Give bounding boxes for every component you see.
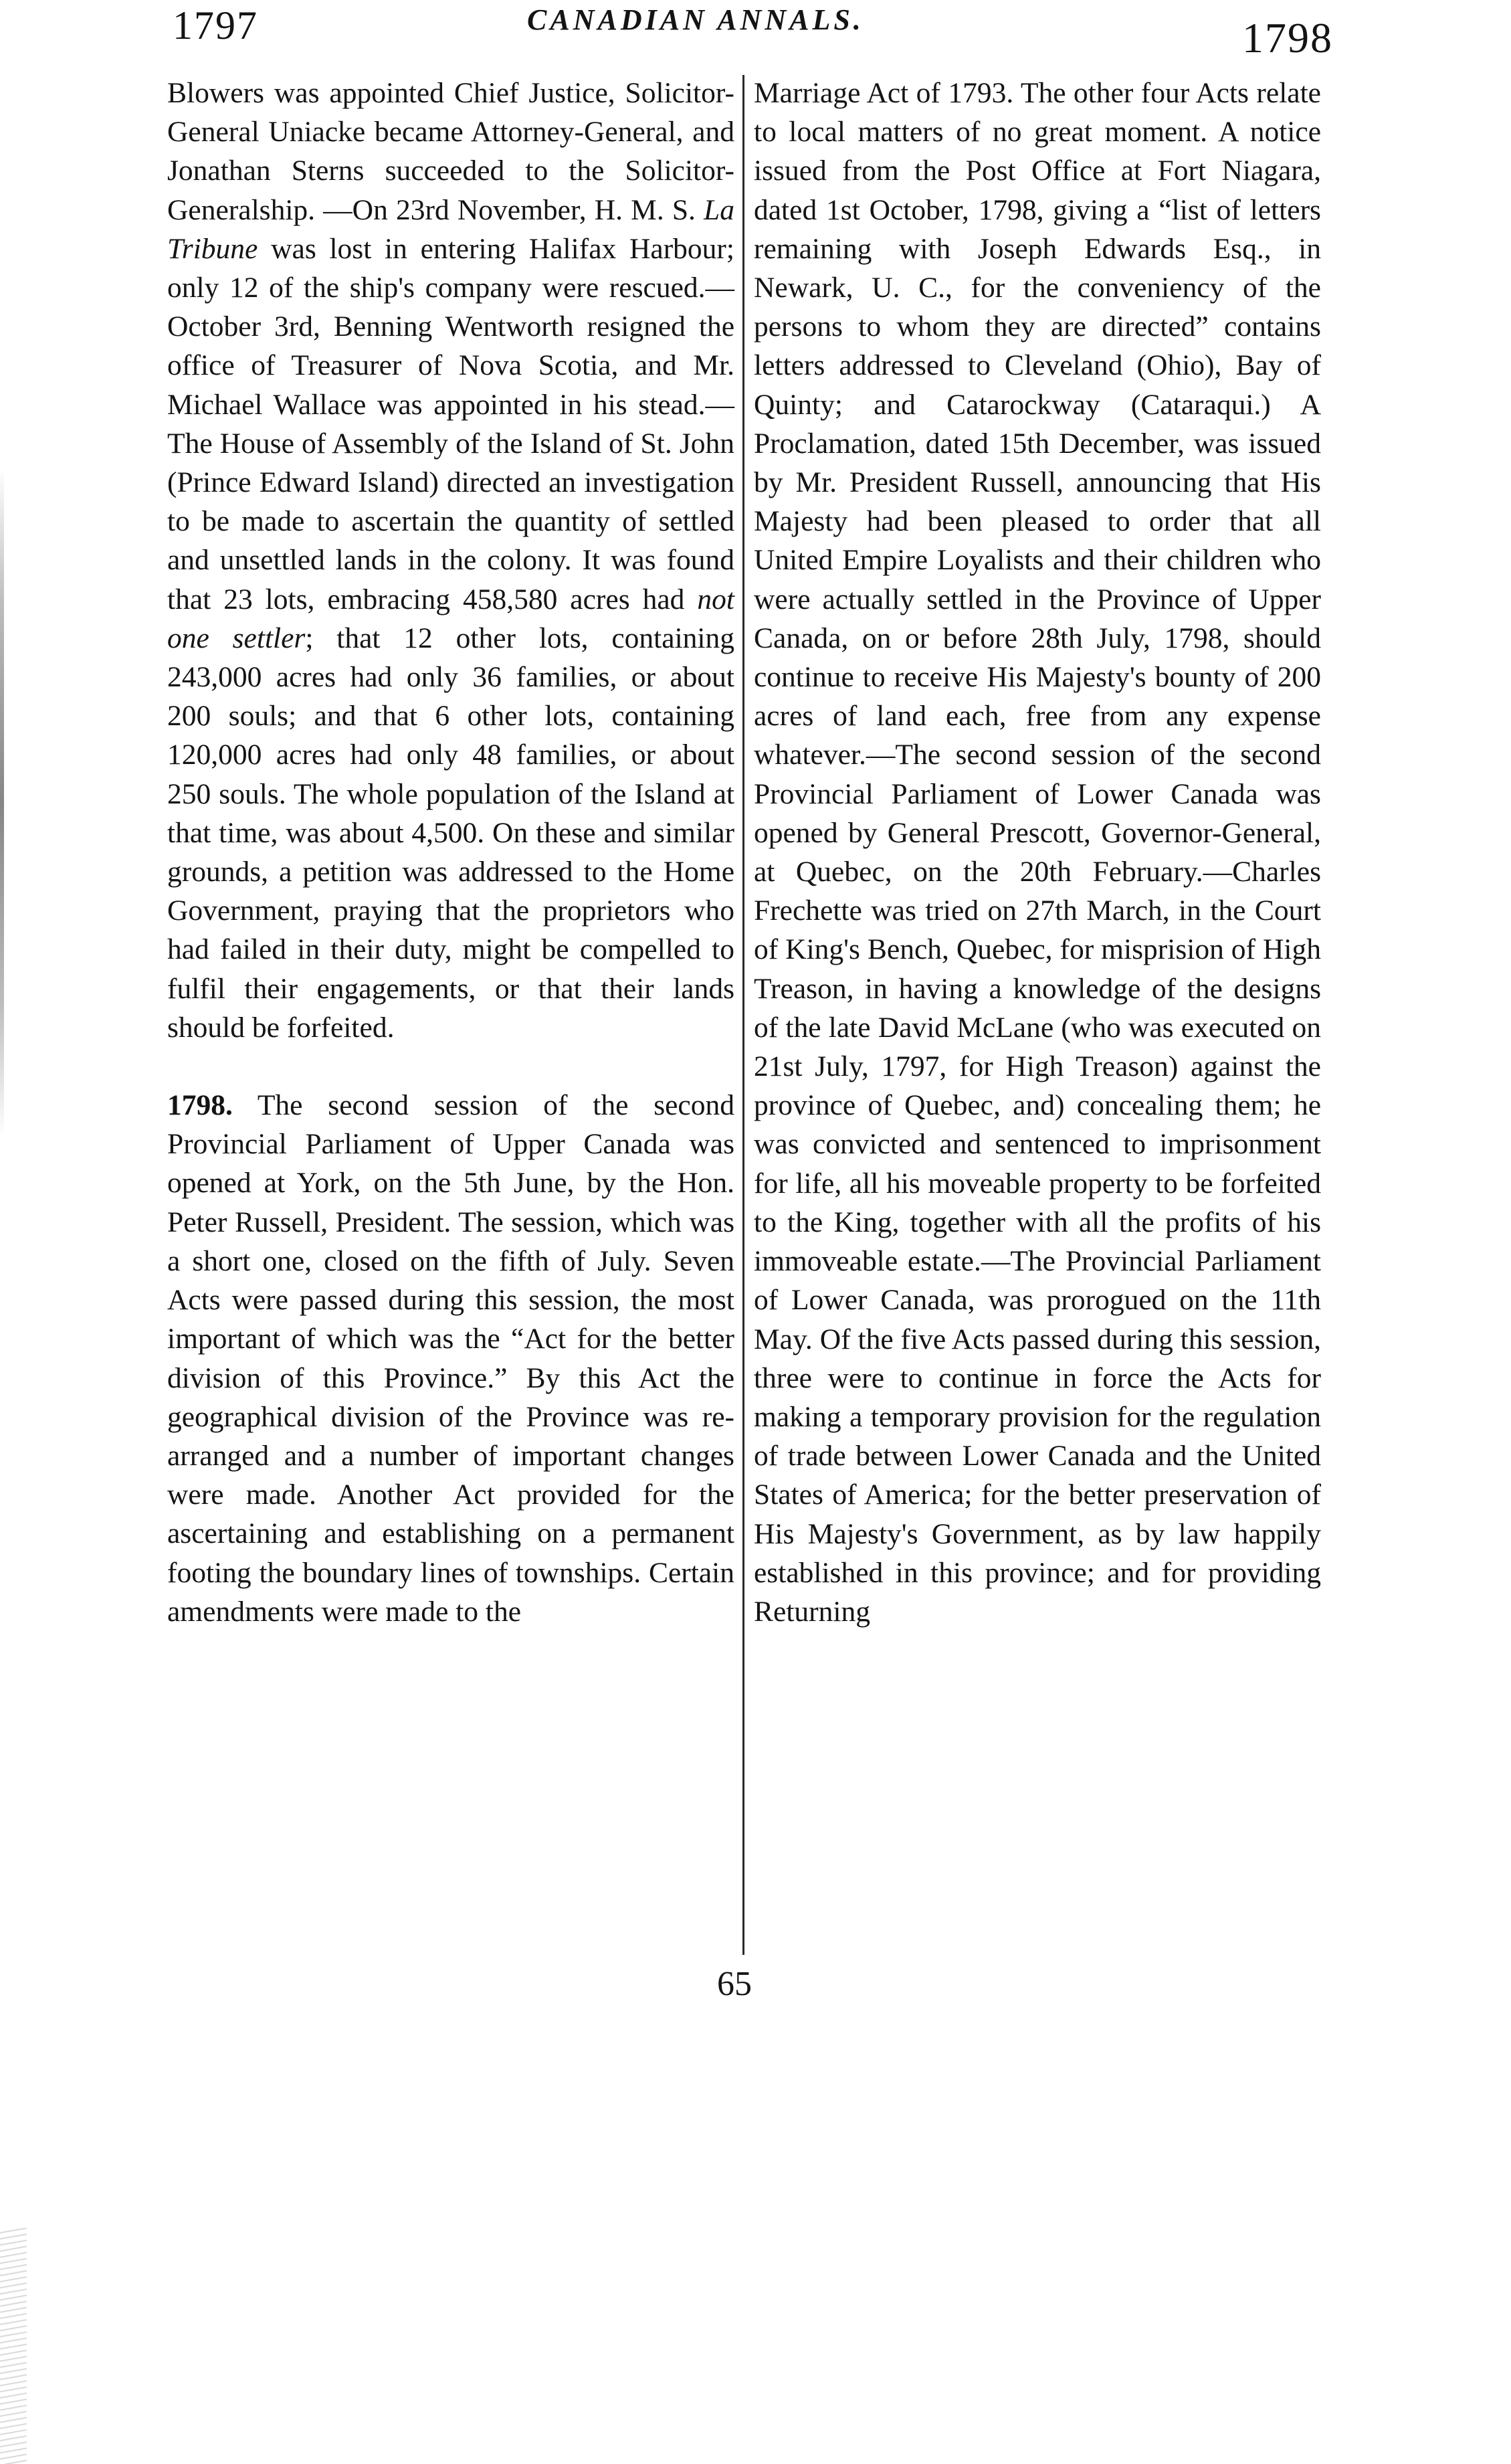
left-paragraph-1-text: Blowers was appointed Chief Justice, Solicitor-General Uniacke became Attorney-General, and Jonathan Sterns succeeded to the Solicitor-Generalship. —On 23rd November, H. M. S. (167, 77, 734, 226)
left-paragraph-2 (167, 1086, 734, 1631)
running-title: CANADIAN ANNALS. (527, 3, 864, 36)
scan-edge-torn (0, 2228, 27, 2464)
emphasis-not-one-settler: not one settler (167, 583, 734, 654)
left-paragraph-1 (167, 74, 734, 1047)
header-year-left: 1797 (173, 3, 258, 48)
left-paragraph-1-continued: was lost in entering Halifax Harbour; only 12 of the ship's company were rescued.—October 3rd, Benning Wentworth resigned the office of Treasurer of Nova Scotia, and Mr. Michael Wallace was appointed in his stead.— The House of Assembly of the Island of St. John (Prince Edward Island) directed an investigation to be made to ascertain the quantity of settled and unsettled lands in the colony. It was found that 23 lots, embracing 458,580 acres had (167, 232, 734, 615)
left-column (167, 74, 734, 1954)
year-heading-1798: 1798. (167, 1089, 233, 1122)
left-paragraph-2-text: The second session of the second Provincial Parliament of Upper Canada was opened at York, on the 5th June, by the Hon. Peter Russell, President. The session, which was a short one, closed on the fifth of July. Seven Acts were passed during this session, the most important of which was the “Act for the better division of this Province.” By this Act the geographical division of the Province was re-arranged and a number of important changes were made. Another Act provided for the ascertaining and establishing on a permanent footing the boundary lines of townships. Certain amendments were made to the (167, 1089, 734, 1628)
running-header (166, 0, 1333, 74)
ship-name: La Tribune (167, 193, 734, 265)
column-divider (742, 75, 744, 1955)
right-paragraph-1: Marriage Act of 1793. The other four Acts relate to local matters of no great moment. A notice issued from the Post Office at Fort Niagara, dated 1st October, 1798, giving a “list of letters remaining with Joseph Edwards Esq., in Newark, U. C., for the conveniency of the persons to whom they are directed” contains letters addressed to Cleveland (Ohio), Bay of Quinty; and Catarockway (Cataraqui.) A Proclamation, dated 15th December, was issued by Mr. President Russell, announcing that His Majesty had been pleased to order that all United Empire Loyalists and their children who were actually settled in the Province of Upper Canada, on or before 28th July, 1798, should continue to receive His Majesty's bounty of 200 acres of land each, free from any expense whatever.—The second session of the second Provincial Parliament of Lower Canada was opened by General Prescott, Governor-General, at Quebec, on the 20th February.—Charles Frechette was tried on 27th March, in the Court of King's Bench, Quebec, for misprision of High Treason, in having a knowledge of the designs of the late David McLane (who was executed on 21st July, 1797, for High Treason) against the province of Quebec, and) concealing them; he was convicted and sentenced to imprisonment for life, all his moveable property to be forfeited to the King, together with all the profits of his immoveable estate.—The Provincial Parliament of Lower Canada, was prorogued on the 11th May. Of the five Acts passed during this session, three were to continue in force the Acts for making a temporary provision for the regulation of trade between Lower Canada and the United States of America; for the better preservation of His Majesty's Government, as by law happily established in this province; and for providing Returning (754, 77, 1321, 1628)
page-number: 65 (717, 1965, 752, 2003)
scan-edge-shadow (0, 468, 4, 1137)
left-paragraph-1-end: ; that 12 other lots, containing 243,000 acres had only 36 families, or about 200 souls; and that 6 other lots, containing 120,000 acres had only 48 families, or about 250 souls. The whole population of the Island at that time, was about 4,500. On these and similar grounds, a petition was addressed to the Home Government, praying that the proprietors who had failed in their duty, might be compelled to fulfil their engagements, or that their lands should be forfeited. (167, 622, 734, 1044)
right-column (754, 74, 1321, 1954)
header-year-right: 1798 (1242, 14, 1333, 62)
